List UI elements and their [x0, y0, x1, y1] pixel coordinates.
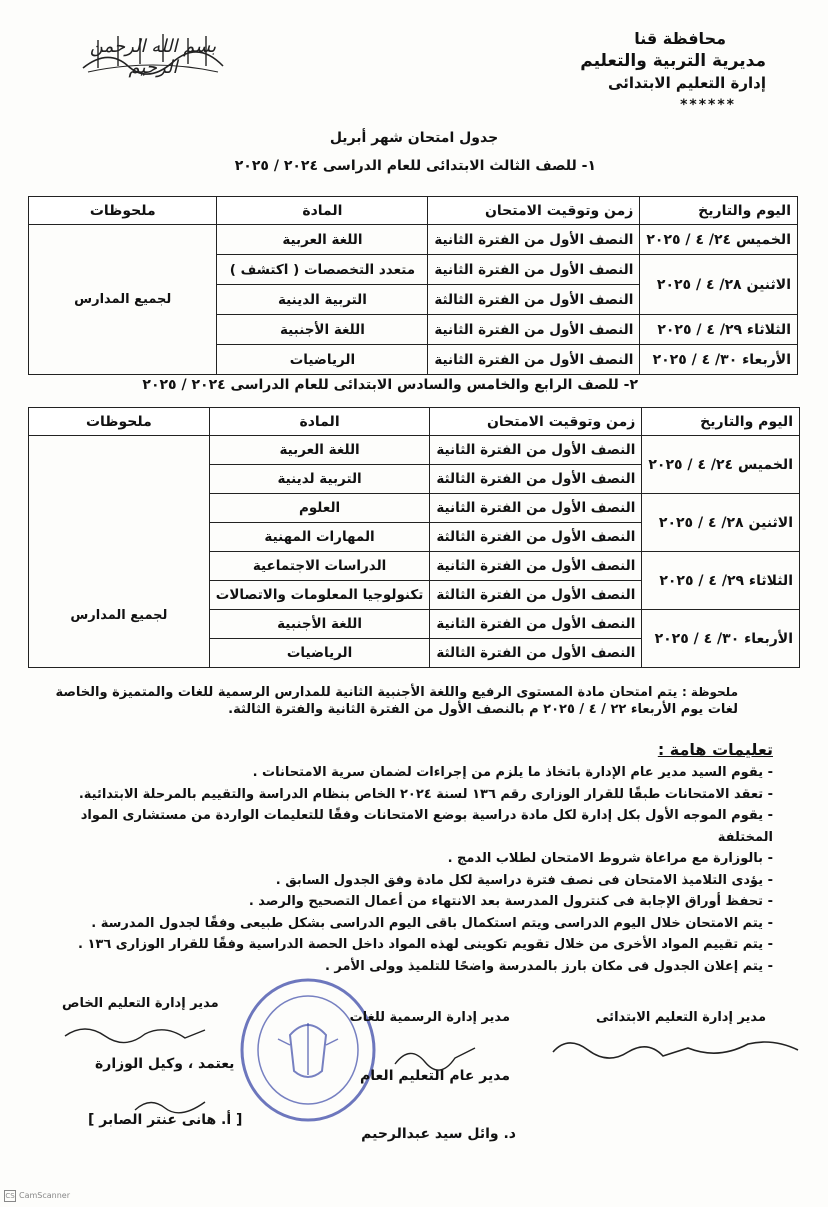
table-header-row — [29, 408, 800, 436]
row-subject: تكنولوجيا المعلومات والاتصالات — [209, 581, 430, 610]
row-day: الأربعاء ٣٠/ ٤ / ٢٠٢٥ — [642, 610, 800, 668]
header-day: اليوم والتاريخ — [642, 408, 800, 436]
list-item: - يتم الامتحان خلال اليوم الدراسى ويتم استكمال باقى اليوم الدراسى بشكل طبيعى وفقًا لجدول المدرسة . — [53, 913, 773, 935]
row-day: الاثنين ٢٨/ ٤ / ٢٠٢٥ — [640, 255, 798, 315]
row-time: النصف الأول من الفترة الثانية — [430, 436, 642, 465]
row-time: النصف الأول من الفترة الثالثة — [430, 523, 642, 552]
header-time: زمن وتوقيت الامتحان — [428, 197, 640, 225]
approval-line: يعتمد ، وكيل الوزارة — [95, 1056, 235, 1072]
scanner-watermark — [4, 1190, 70, 1202]
private-director-title: مدير إدارة التعليم الخاص — [62, 996, 219, 1011]
scanner-name: CamScanner — [19, 1191, 71, 1200]
row-subject: الرياضيات — [217, 345, 428, 375]
official-seal-icon — [238, 975, 378, 1125]
row-subject: المهارات المهنية — [209, 523, 430, 552]
header-day: اليوم والتاريخ — [640, 197, 798, 225]
grades4-6-schedule-table — [28, 407, 800, 668]
row-time: النصف الأول من الفترة الثانية — [428, 255, 640, 285]
signatory-name-wael: د. وائل سيد عبدالرحيم — [361, 1126, 516, 1142]
header-subject: المادة — [217, 197, 428, 225]
row-time: النصف الأول من الفترة الثالثة — [428, 285, 640, 315]
lang-schools-director-title: مدير إدارة الرسمية للغات — [349, 1010, 510, 1025]
row-time: النصف الأول من الفترة الثانية — [430, 494, 642, 523]
handwritten-signature-icon — [390, 1040, 480, 1072]
header-time: زمن وتوقيت الامتحان — [430, 408, 642, 436]
handwritten-signature-icon — [130, 1092, 210, 1118]
table-row — [29, 225, 798, 255]
signatory-name-hany: [ أ. هانى عنتر الصابر ] — [88, 1112, 243, 1128]
general-director-title: مدير عام التعليم العام — [360, 1068, 510, 1084]
list-item: - يقوم الموجه الأول بكل إدارة لكل مادة دراسية بوضع الامتحانات وفقًا للتعليمات الواردة من مستشارى المواد المختلفة — [53, 805, 773, 848]
row-subject: الدراسات الاجتماعية — [209, 552, 430, 581]
row-subject: اللغة الأجنبية — [209, 610, 430, 639]
row-notes — [29, 436, 210, 668]
row-time: النصف الأول من الفترة الثانية — [430, 610, 642, 639]
row-time: النصف الأول من الفترة الثانية — [430, 552, 642, 581]
row-subject: متعدد التخصصات ( اكتشف ) — [217, 255, 428, 285]
table2-title: ٢- للصف الرابع والخامس والسادس الابتدائى للعام الدراسى ٢٠٢٤ / ٢٠٢٥ — [142, 377, 638, 393]
row-time: النصف الأول من الفترة الثالثة — [430, 581, 642, 610]
row-day: الخميس ٢٤/ ٤ / ٢٠٢٥ — [642, 436, 800, 494]
row-subject: العلوم — [209, 494, 430, 523]
administration-name: إدارة التعليم الابتدائى — [608, 74, 766, 92]
list-item: - يتم إعلان الجدول فى مكان بارز بالمدرسة واضحًا للتلميذ وولى الأمر . — [53, 956, 773, 978]
primary-director-title: مدير إدارة التعليم الابتدائى — [596, 1010, 766, 1025]
row-day: الأربعاء ٣٠/ ٤ / ٢٠٢٥ — [640, 345, 798, 375]
basmala-calligraphy — [78, 28, 228, 76]
grade3-schedule-table — [28, 196, 798, 375]
note-line-1: يتم امتحان مادة المستوى الرفيع واللغة الأجنبية الثانية للمدارس الرسمية للغات والمتميزة والخاصة — [55, 685, 678, 700]
list-item: - تحفظ أوراق الإجابة فى كنترول المدرسة بعد الانتهاء من أعمال التصحيح والرصد . — [53, 891, 773, 913]
row-day: الخميس ٢٤/ ٤ / ٢٠٢٥ — [640, 225, 798, 255]
list-item: - يقوم السيد مدير عام الإدارة باتخاذ ما يلزم من إجراءات لضمان سرية الامتحانات . — [53, 762, 773, 784]
row-time: النصف الأول من الفترة الثانية — [428, 225, 640, 255]
handwritten-signature-icon — [548, 1030, 803, 1070]
row-time: النصف الأول من الفترة الثالثة — [430, 465, 642, 494]
note-label: ملحوظة : — [681, 685, 738, 699]
page-title: جدول امتحان شهر أبريل — [329, 130, 499, 146]
list-item: - يؤدى التلاميذ الامتحان فى نصف فترة دراسية لكل مادة وفق الجدول السابق . — [53, 870, 773, 892]
row-day: الثلاثاء ٢٩/ ٤ / ٢٠٢٥ — [640, 315, 798, 345]
instructions-list — [53, 762, 773, 977]
row-time: النصف الأول من الفترة الثانية — [428, 345, 640, 375]
row-day: الاثنين ٢٨/ ٤ / ٢٠٢٥ — [642, 494, 800, 552]
header-notes: ملحوظات — [29, 197, 217, 225]
row-subject: اللغة الأجنبية — [217, 315, 428, 345]
table-header-row — [29, 197, 798, 225]
list-item: - تعقد الامتحانات طبقًا للقرار الوزارى رقم ١٣٦ لسنة ٢٠٢٤ الخاص بنظام الدراسة والتقييم بالمرحلة الابتدائية. — [53, 784, 773, 806]
header-notes: ملحوظات — [29, 408, 210, 436]
row-subject: التربية الدينية — [217, 285, 428, 315]
instructions-title: تعليمات هامة : — [657, 740, 773, 759]
row-day: الثلاثاء ٢٩/ ٤ / ٢٠٢٥ — [642, 552, 800, 610]
separator-stars: ****** — [680, 97, 736, 113]
table1-title: ١- للصف الثالث الابتدائى للعام الدراسى ٢٠٢٤ / ٢٠٢٥ — [234, 158, 596, 174]
camscanner-icon: CS — [5, 1192, 15, 1200]
basmala-text: بسم الله الرحمن الرحيم — [89, 36, 217, 78]
table-row — [29, 436, 800, 465]
exam-note — [20, 684, 738, 718]
list-item: - بالوزارة مع مراعاة شروط الامتحان لطلاب الدمج . — [53, 848, 773, 870]
row-time: النصف الأول من الفترة الثالثة — [430, 639, 642, 668]
row-subject: التربية لدينية — [209, 465, 430, 494]
header-subject: المادة — [209, 408, 430, 436]
governorate-name: محافظة قنا — [634, 29, 726, 48]
row-subject: اللغة العربية — [209, 436, 430, 465]
letterhead — [580, 28, 766, 116]
handwritten-signature-icon — [60, 1018, 210, 1048]
notes-value: لجميع المدارس — [70, 608, 168, 623]
row-notes: لجميع المدارس — [29, 225, 217, 375]
row-time: النصف الأول من الفترة الثانية — [428, 315, 640, 345]
note-line-2: لغات يوم الأربعاء ٢٢ / ٤ / ٢٠٢٥ م بالنصف الأول من الفترة الثانية والفترة الثالثة. — [228, 702, 738, 717]
row-subject: الرياضيات — [209, 639, 430, 668]
row-subject: اللغة العربية — [217, 225, 428, 255]
directorate-name: مديرية التربية والتعليم — [580, 51, 766, 71]
list-item: - يتم تقييم المواد الأخرى من خلال تقويم تكوينى لهذه المواد داخل الحصة الدراسية وفقًا للقرار الوزارى ١٣٦ . — [53, 934, 773, 956]
